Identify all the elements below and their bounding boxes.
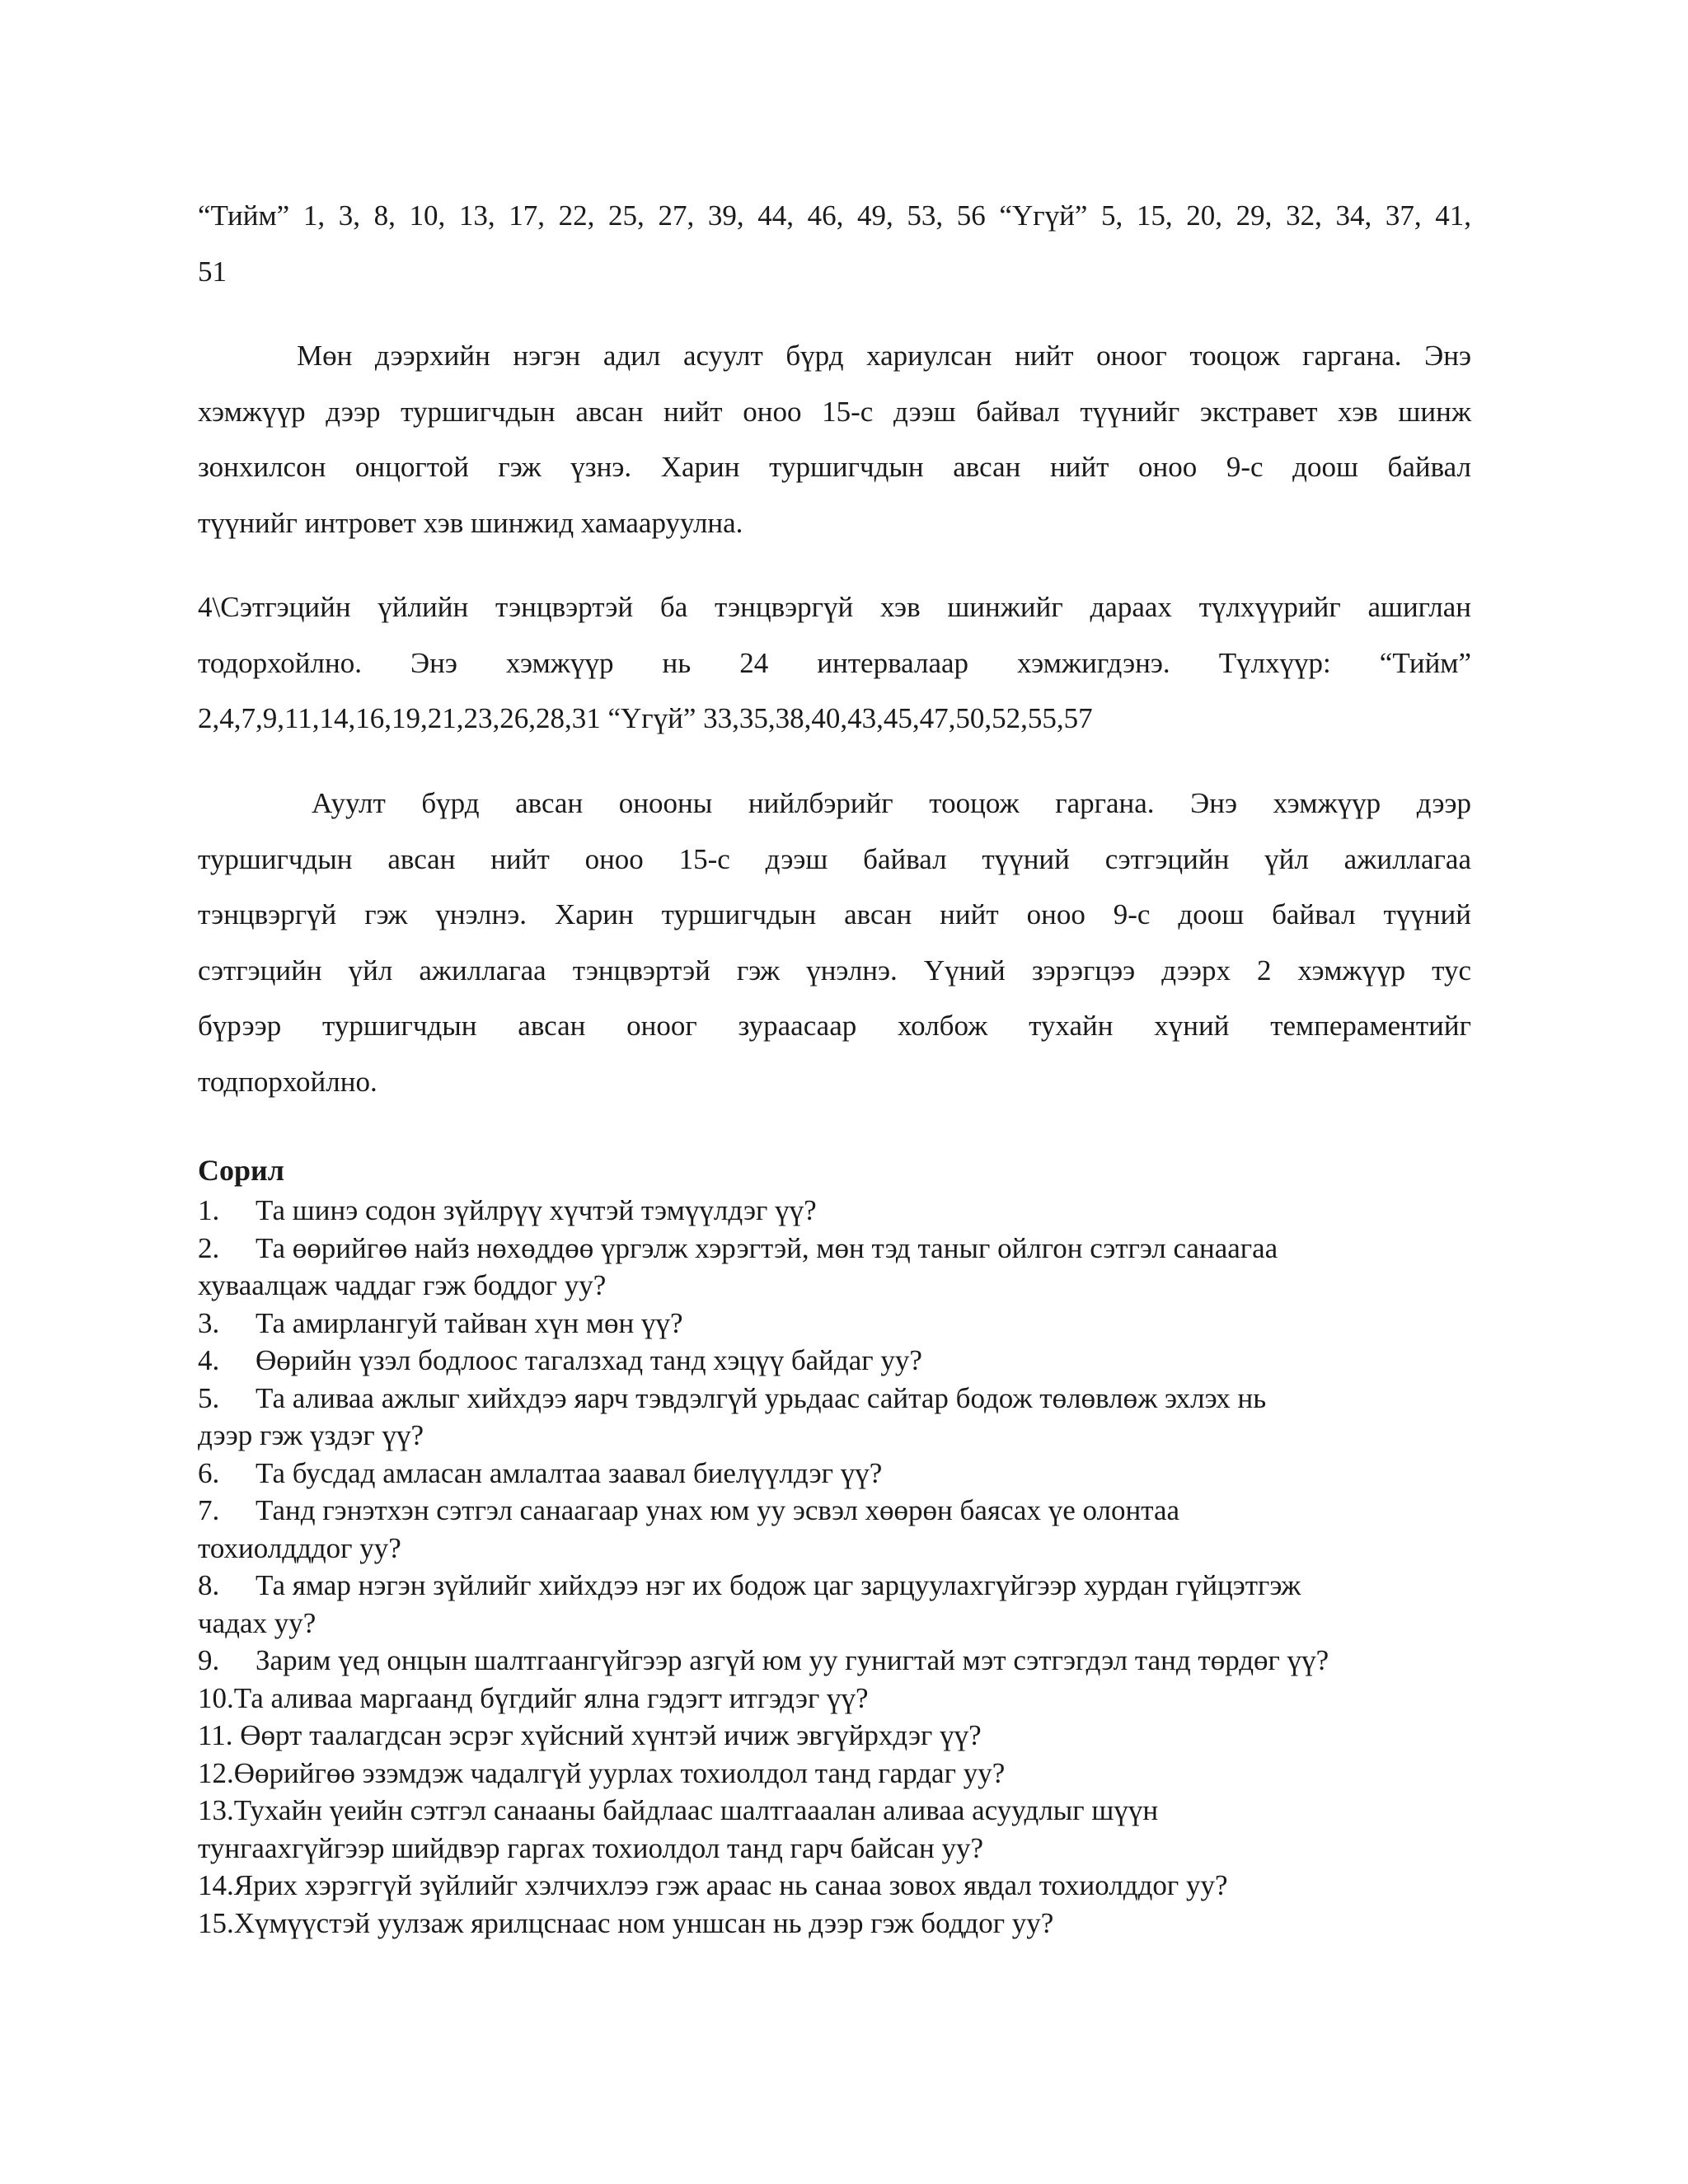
list-item-continuation: дээр гэж үздэг үү? — [198, 1419, 424, 1451]
question-list — [198, 1192, 1517, 1942]
list-item — [198, 1342, 1517, 1380]
text-line: тэнцвэргүй гэж үнэлнэ. Харин туршигчдын авсан нийт оноо 9-с доош байвал түүний — [198, 898, 1471, 930]
list-item-text: Та аливаа маргаанд бүгдийг ялна гэдэгт итгэдэг үү? — [233, 1681, 869, 1714]
list-item — [198, 1905, 1517, 1943]
list-item-number: 1. — [198, 1194, 220, 1226]
text-line: Ауулт бүрд авсан онооны нийлбэрийг тооцож гаргана. Энэ хэмжүүр дээр — [312, 787, 1471, 819]
scoring-paragraph-1 — [198, 328, 1471, 551]
list-item — [198, 1717, 1517, 1755]
list-item-number: 4. — [198, 1344, 220, 1376]
list-item-text: Танд гэнэтхэн сэтгэл санаагаар унах юм уу эсвэл хөөрөн баясах үе олонтаа — [256, 1494, 1180, 1526]
list-item-number: 9. — [198, 1644, 220, 1676]
text-line: сэтгэцийн үйл ажиллагаа тэнцвэртэй гэж үнэлнэ. Үүний зэрэгцээ дээрх 2 хэмжүүр тус — [198, 954, 1471, 987]
text-line: Мөн дээрхийн нэгэн адил асуулт бүрд хариулсан нийт оноог тооцож гаргана. Энэ — [297, 340, 1471, 372]
text-line: 51 — [198, 255, 227, 288]
list-item-text: Ярих хэрэггүй зүйлийг хэлчихлээ гэж араас нь санаа зовох явдал тохиолддог уу? — [233, 1869, 1228, 1901]
list-item-continuation: тунгаахгүйгээр шийдвэр гаргах тохиолдол танд гарч байсан уу? — [198, 1831, 984, 1864]
list-item-text: Та шинэ содон зүйлрүү хүчтэй тэмүүлдэг үү? — [256, 1194, 817, 1226]
list-item — [198, 1455, 1517, 1493]
text-line: туршигчдын авсан нийт оноо 15-с дээш байвал түүний сэтгэцийн үйл ажиллагаа — [198, 842, 1471, 875]
list-item-text: Та амирлангуй тайван хүн мөн үү? — [256, 1306, 683, 1339]
text-line: 2,4,7,9,11,14,16,19,21,23,26,28,31 “Үгүй” 33,35,38,40,43,45,47,50,52,55,57 — [198, 702, 1093, 734]
list-item-number: 7. — [198, 1494, 220, 1526]
list-item-text: Та аливаа ажлыг хийхдээ яарч тэвдэлгүй урьдаас сайтар бодож төлөвлөж эхлэх нь — [256, 1381, 1267, 1414]
list-item — [198, 1492, 1517, 1567]
list-item — [198, 1680, 1517, 1718]
text-line: түүнийг интровет хэв шинжид хамааруулна. — [198, 506, 743, 539]
text-line: тодорхойлно. Энэ хэмжүүр нь 24 интервалаар хэмжигдэнэ. Түлхүүр: “Тийм” — [198, 646, 1471, 679]
list-item — [198, 1230, 1517, 1305]
list-item-text: Өөрийн үзэл бодлоос тагалзхад танд хэцүү байдаг уу? — [256, 1344, 922, 1376]
list-item-continuation: чадах уу? — [198, 1606, 316, 1639]
list-item-number: 5. — [198, 1381, 220, 1414]
text-line: бүрээр туршигчдын авсан оноог зураасаар холбож тухайн хүний темпераментийг — [198, 1010, 1471, 1042]
list-item-number: 3. — [198, 1306, 220, 1339]
list-item — [198, 1305, 1517, 1343]
section-heading: Сорил — [198, 1154, 284, 1187]
list-item-text: Хүмүүстэй уулзаж ярилцснаас ном уншсан нь дээр гэж боддог уу? — [233, 1906, 1054, 1939]
key-paragraph-1 — [198, 188, 1471, 299]
scoring-paragraph-2 — [198, 776, 1471, 1109]
list-item — [198, 1867, 1517, 1905]
list-item-number: 11. — [198, 1719, 233, 1751]
text-line: “Тийм” 1, 3, 8, 10, 13, 17, 22, 25, 27, 39, 44, 46, 49, 53, 56 “Үгүй” 5, 15, 20, 29, 32, 34, 37, 41, — [198, 199, 1471, 232]
text-line: хэмжүүр дээр туршигчдын авсан нийт оноо 15-с дээш байвал түүнийг экстравет хэв шинж — [198, 395, 1471, 428]
list-item — [198, 1755, 1517, 1793]
list-item — [198, 1192, 1517, 1230]
list-item-number: 12. — [198, 1756, 234, 1789]
list-item-text: Тухайн үеийн сэтгэл санааны байдлаас шалтгааалан аливаа асуудлыг шүүн — [233, 1794, 1159, 1826]
list-item-text: Та өөрийгөө найз нөхөддөө үргэлж хэрэгтэй, мөн тэд таныг ойлгон сэтгэл санаагаа — [256, 1231, 1278, 1264]
list-item — [198, 1380, 1517, 1455]
list-item-text: Өөрт таалагдсан эсрэг хүйсний хүнтэй ичиж эвгүйрхдэг үү? — [232, 1719, 982, 1751]
list-item-number: 10. — [198, 1681, 234, 1714]
list-item — [198, 1642, 1517, 1680]
list-item-number: 2. — [198, 1231, 220, 1264]
list-item-text: Та ямар нэгэн зүйлийг хийхдээ нэг их бодож цаг зарцуулахгүйгээр хурдан гүйцэтгэж — [256, 1569, 1301, 1601]
list-item-number: 6. — [198, 1456, 220, 1489]
list-item-number: 8. — [198, 1569, 220, 1601]
list-item — [198, 1792, 1517, 1867]
list-item — [198, 1567, 1517, 1642]
list-item-text: Зарим үед онцын шалтгаангүйгээр азгүй юм уу гунигтай мэт сэтгэгдэл танд төрдөг үү? — [256, 1644, 1329, 1676]
key-paragraph-2 — [198, 579, 1471, 747]
list-item-number: 13. — [198, 1794, 234, 1826]
list-item-continuation: хуваалцаж чаддаг гэж боддог уу? — [198, 1269, 607, 1301]
text-line: 4\Сэтгэцийн үйлийн тэнцвэртэй ба тэнцвэргүй хэв шинжийг дараах түлхүүрийг ашиглан — [198, 591, 1471, 623]
list-item-number: 14. — [198, 1869, 234, 1901]
text-line: тодпорхойлно. — [198, 1065, 377, 1098]
list-item-number: 15. — [198, 1906, 234, 1939]
list-item-text: Та бусдад амласан амлалтаа заавал биелүүлдэг үү? — [256, 1456, 883, 1489]
text-line: зонхилсон онцогтой гэж үзнэ. Харин туршигчдын авсан нийт оноо 9-с доош байвал — [198, 451, 1471, 483]
list-item-text: Өөрийгөө эзэмдэж чадалгүй уурлах тохиолдол танд гардаг уу? — [233, 1756, 1006, 1789]
list-item-continuation: тохиолдддог уу? — [198, 1531, 401, 1564]
